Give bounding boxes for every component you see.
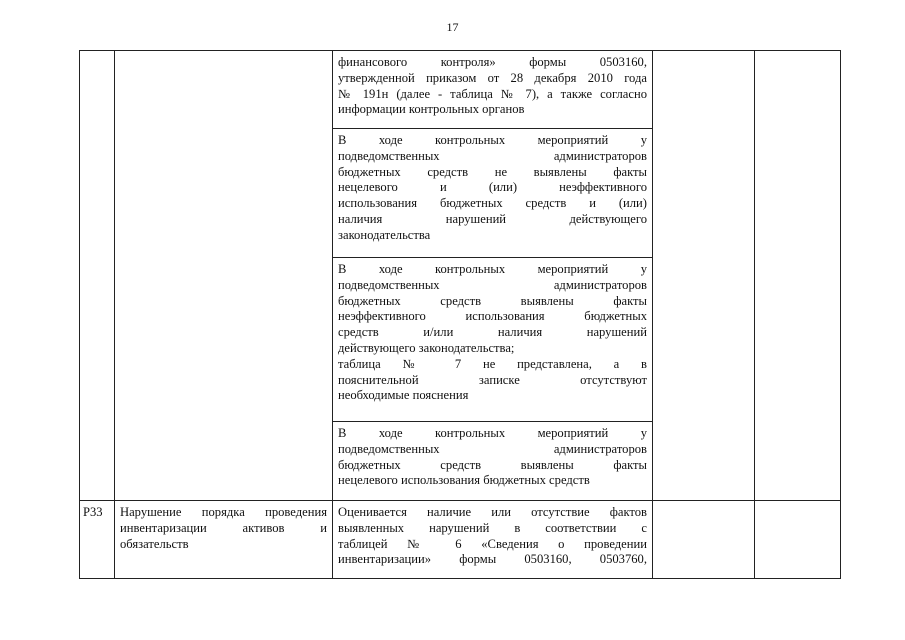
text-line: подведомственных администраторов: [338, 441, 647, 456]
violation-name-cell: [115, 51, 333, 501]
text-line: необходимые пояснения: [338, 388, 469, 403]
table-row: [80, 501, 841, 579]
note-cell: [755, 51, 841, 501]
text-line: бюджетных средств выявлены факты: [338, 457, 647, 472]
note-cell: [755, 501, 841, 579]
code-cell: [80, 51, 115, 501]
text-line: таблицей № 6 «Сведения о проведении: [338, 536, 647, 551]
text-line: В ходе контрольных мероприятий у: [338, 426, 647, 440]
text-line: выявленных нарушений в соответствии с: [338, 520, 647, 535]
evaluation-block: [333, 51, 653, 129]
evaluation-block: [333, 501, 653, 579]
text-line: нецелевого использования бюджетных средств: [338, 473, 590, 488]
text-line: законодательства: [338, 227, 431, 242]
text-line: нецелевого и (или) неэффективного: [338, 180, 647, 195]
score-cell: [653, 51, 755, 501]
text-line: действующего законодательства;: [338, 340, 515, 355]
text-line: пояснительной записке отсутствуют: [338, 372, 647, 387]
text-line: информации контрольных органов: [338, 102, 525, 117]
evaluation-block: [333, 129, 653, 258]
text-line: бюджетных средств выявлены факты: [338, 293, 647, 308]
text-line: В ходе контрольных мероприятий у: [338, 262, 647, 276]
text-line: утвержденной приказом от 28 декабря 2010 года: [338, 70, 647, 85]
evaluation-block: [333, 258, 653, 422]
text-line: финансового контроля» формы 0503160,: [338, 55, 647, 69]
criteria-table: [79, 50, 841, 579]
text-line: подведомственных администраторов: [338, 277, 647, 292]
text-line: инвентаризации» формы 0503160, 0503760,: [338, 552, 647, 567]
text-line: наличия нарушений действующего: [338, 211, 647, 226]
text-line: Нарушение порядка проведения: [120, 505, 327, 519]
text-line: бюджетных средств не выявлены факты: [338, 164, 647, 179]
evaluation-block: [333, 422, 653, 501]
score-cell: [653, 501, 755, 579]
page-number: 17: [446, 20, 459, 34]
text-line: средств и/или наличия нарушений: [338, 325, 647, 340]
text-line: таблица № 7 не представлена, а в: [338, 356, 647, 371]
table-row: [80, 51, 841, 129]
text-line: № 191н (далее - таблица № 7), а также согласно: [338, 86, 647, 101]
text-line: обязательств: [120, 536, 189, 551]
text-line: использования бюджетных средств и (или): [338, 196, 647, 211]
code-cell: Р33: [80, 501, 115, 579]
text-line: подведомственных администраторов: [338, 148, 647, 163]
violation-name-cell: [115, 501, 333, 579]
text-line: Оценивается наличие или отсутствие фактов: [338, 505, 647, 519]
text-line: неэффективного использования бюджетных: [338, 309, 647, 324]
text-line: В ходе контрольных мероприятий у: [338, 133, 647, 147]
text-line: инвентаризации активов и: [120, 520, 327, 535]
